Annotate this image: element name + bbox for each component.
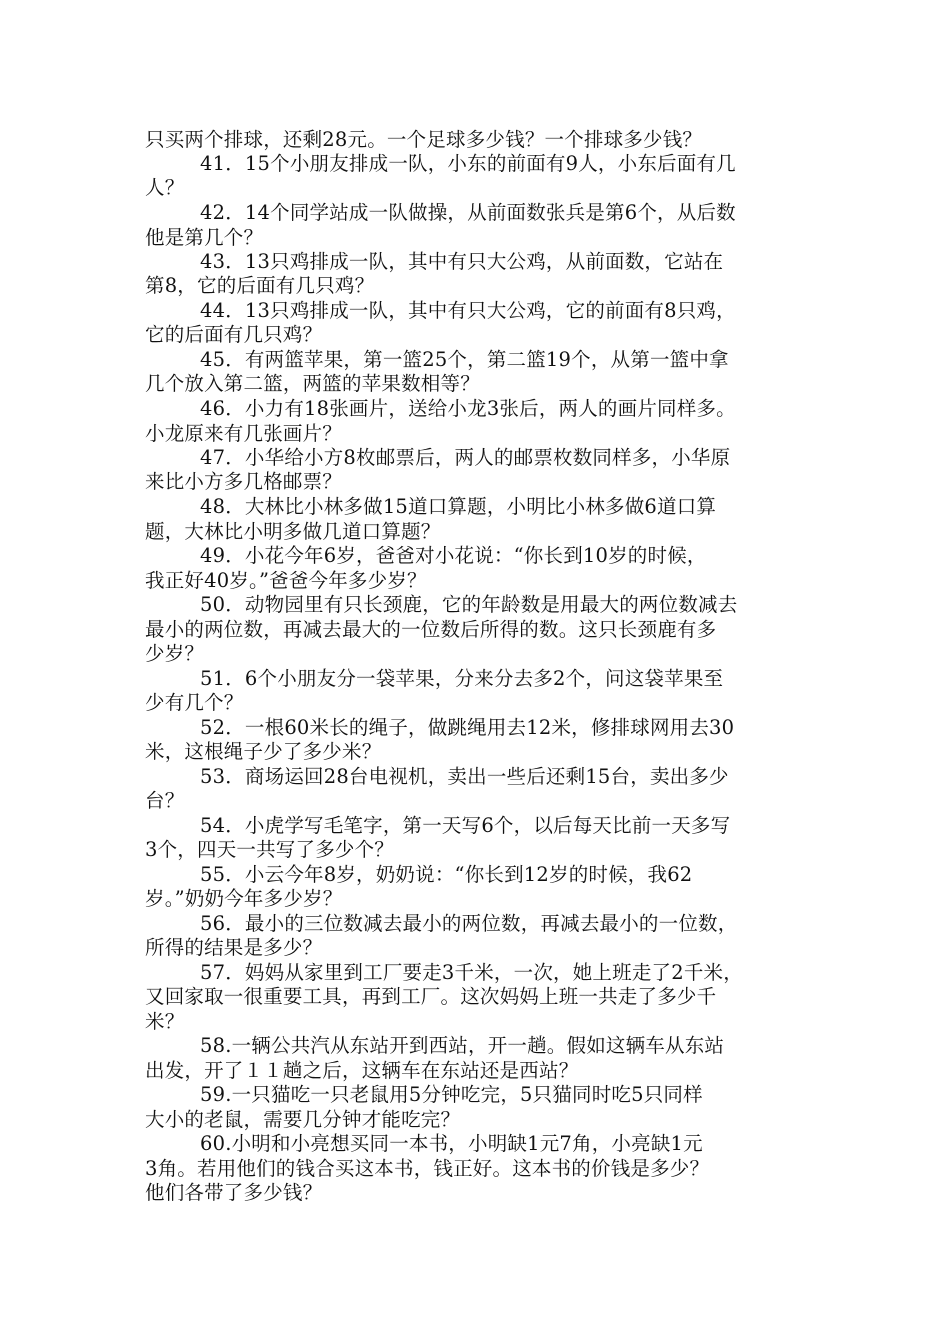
text-line: 3角。若用他们的钱合买这本书，钱正好。这本书的价钱是多少？: [145, 1157, 710, 1180]
text-line: 59.一只猫吃一只老鼠用5分钟吃完，5只猫同时吃5只同样: [200, 1083, 703, 1106]
text-line: 少有几个？: [145, 691, 244, 714]
text-line: 60.小明和小亮想买同一本书，小明缺1元7角，小亮缺1元: [200, 1132, 703, 1155]
text-line: 出发，开了１１趟之后，这辆车在东站还是西站？: [145, 1059, 579, 1082]
text-line: 44．13只鸡排成一队，其中有只大公鸡，它的前面有8只鸡，: [200, 299, 736, 322]
text-line: 最小的两位数，再减去最大的一位数后所得的数。这只长颈鹿有多: [145, 618, 717, 641]
text-line: 55．小云今年8岁，奶奶说：“你长到12岁的时候，我62: [200, 863, 693, 886]
text-line: 57．妈妈从家里到工厂要走3千米，一次，她上班走了2千米，: [200, 961, 743, 984]
text-line: 所得的结果是多少？: [145, 936, 323, 959]
text-line: 3个，四天一共写了多少个？: [145, 838, 395, 861]
text-line: 42．14个同学站成一队做操，从前面数张兵是第6个，从后数: [200, 201, 736, 224]
text-line: 48．大林比小林多做15道口算题，小明比小林多做6道口算: [200, 495, 717, 518]
text-line: 我正好40岁。”爸爸今年多少岁？: [145, 569, 427, 592]
text-line: 几个放入第二篮，两篮的苹果数相等？: [145, 372, 480, 395]
text-line: 题，大林比小明多做几道口算题？: [145, 520, 441, 543]
text-line: 大小的老鼠，需要几分钟才能吃完？: [145, 1108, 461, 1131]
text-line: 少岁？: [145, 642, 205, 665]
text-line: 小龙原来有几张画片？: [145, 422, 343, 445]
text-line: 51．6个小朋友分一袋苹果，分来分去多2个，问这袋苹果至: [200, 667, 724, 690]
text-line: 47．小华给小方8枚邮票后，两人的邮票枚数同样多，小华原: [200, 446, 731, 469]
text-line: 台？: [145, 789, 185, 812]
text-line: 49．小花今年6岁，爸爸对小花说：“你长到10岁的时候，: [200, 544, 707, 567]
text-line: 米，这根绳子少了多少米？: [145, 740, 382, 763]
text-line: 45．有两篮苹果，第一篮25个，第二篮19个，从第一篮中拿: [200, 348, 729, 371]
text-line: 又回家取一很重要工具，再到工厂。这次妈妈上班一共走了多少千: [145, 985, 717, 1008]
text-line: 他是第几个？: [145, 226, 264, 249]
text-line: 第8，它的后面有几只鸡？: [145, 274, 375, 297]
text-line: 50．动物园里有只长颈鹿，它的年龄数是用最大的两位数减去: [200, 593, 738, 616]
text-line: 只买两个排球，还剩28元。一个足球多少钱？一个排球多少钱？: [145, 128, 703, 151]
text-line: 56．最小的三位数减去最小的两位数，再减去最小的一位数，: [200, 912, 738, 935]
text-line: 它的后面有几只鸡？: [145, 323, 323, 346]
text-line: 43．13只鸡排成一队，其中有只大公鸡，从前面数，它站在: [200, 250, 724, 273]
text-line: 米？: [145, 1010, 185, 1033]
text-line: 人？: [145, 176, 185, 199]
text-line: 58.一辆公共汽从东站开到西站，开一趟。假如这辆车从东站: [200, 1034, 725, 1057]
text-line: 来比小方多几格邮票？: [145, 470, 343, 493]
text-line: 54．小虎学写毛笔字，第一天写6个，以后每天比前一天多写: [200, 814, 731, 837]
text-line: 他们各带了多少钱？: [145, 1181, 323, 1204]
text-line: 46．小力有18张画片，送给小龙3张后，两人的画片同样多。: [200, 397, 736, 420]
text-line: 岁。”奶奶今年多少岁？: [145, 887, 343, 910]
text-line: 41．15个小朋友排成一队，小东的前面有9人，小东后面有几: [200, 152, 736, 175]
text-line: 52．一根60米长的绳子，做跳绳用去12米，修排球网用去30: [200, 716, 735, 739]
text-line: 53．商场运回28台电视机，卖出一些后还剩15台，卖出多少: [200, 765, 729, 788]
